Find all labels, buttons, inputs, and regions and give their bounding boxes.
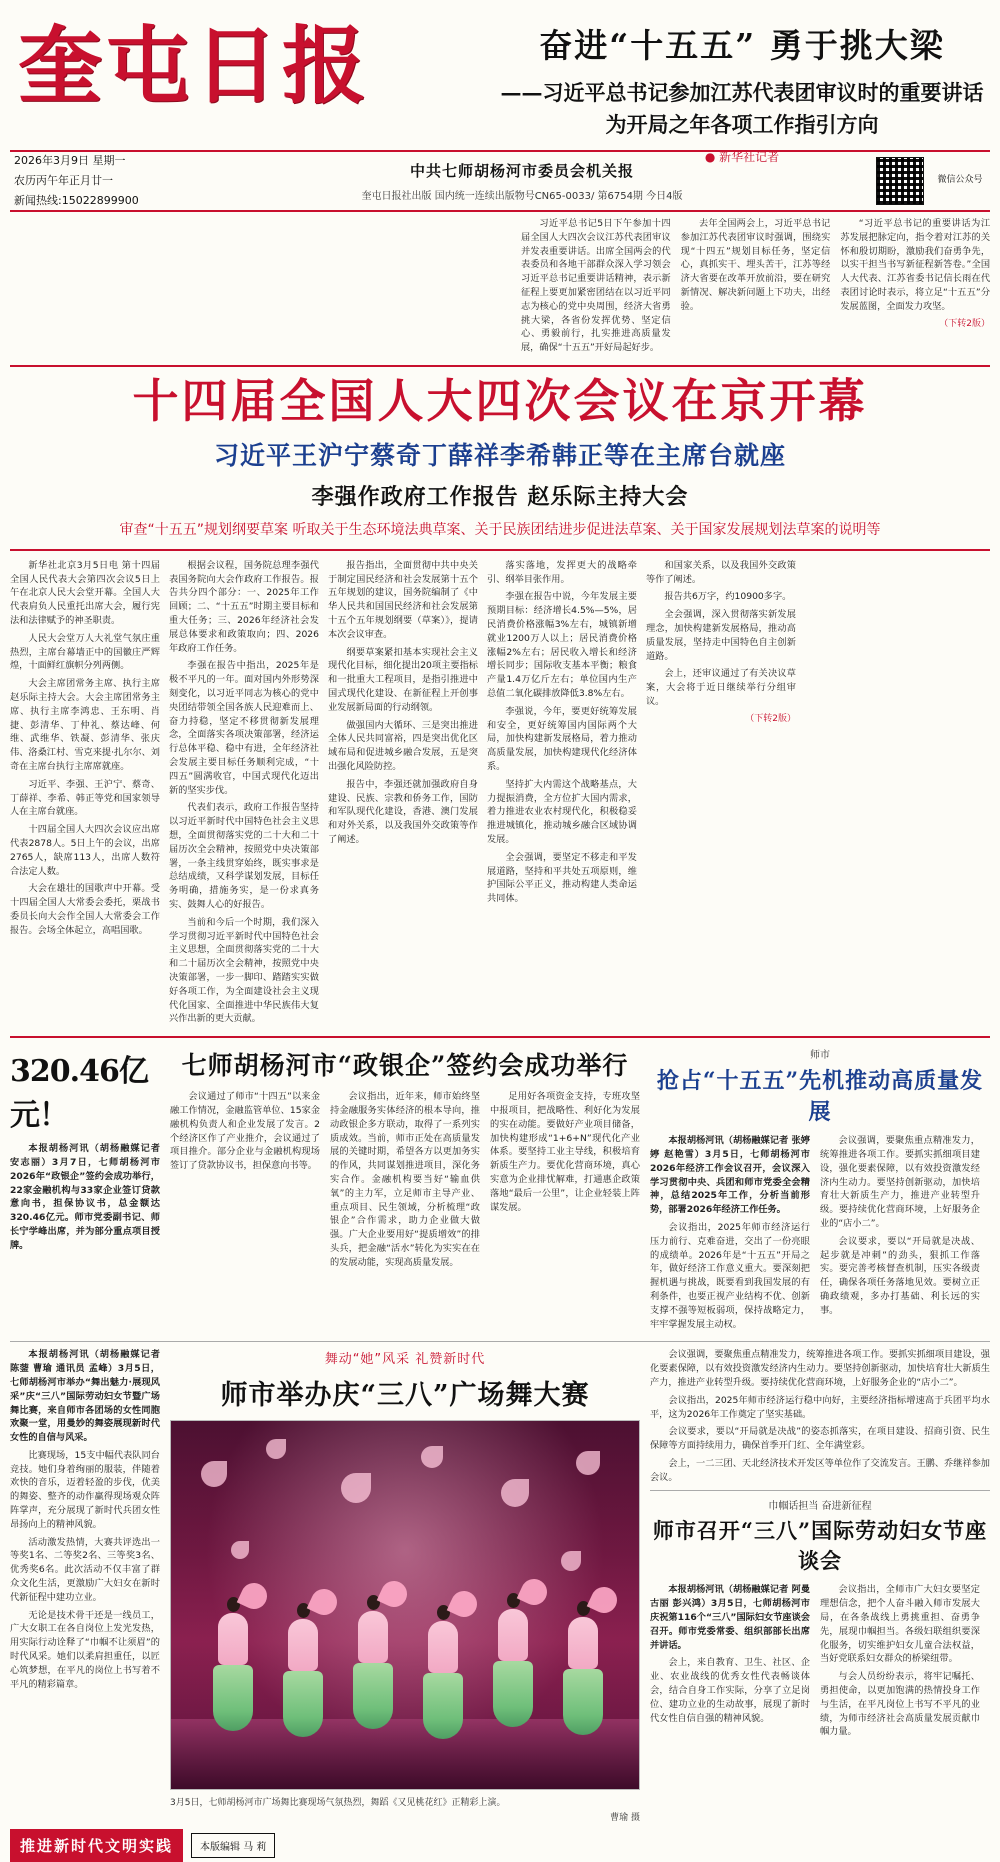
band3-left-dateline: 本报胡杨河讯（胡杨融媒记者 陈蓥 曹瑜 通讯员 孟峰）3月5日，七师胡杨河市举办“舞出魅力·展现风采”庆“三八”国际劳动妇女节暨广场舞比赛，来自师市各团场的女性同胞欢聚一堂，用曼妙的舞姿展现新时代女性的自信与风采。 xyxy=(10,1349,160,1444)
column-3 xyxy=(328,559,478,1030)
date-block xyxy=(10,151,174,210)
band3-right-col1 xyxy=(650,1583,810,1743)
col3-p2: 纲要草案紧扣基本实现社会主义现代化目标，细化提出20项主要指标和一批重大工程项目，是指引推进中国式现代化建设、在新征程上开创事业发展新局面的行动纲领。 xyxy=(328,646,478,713)
paper-name: 奎屯日报 xyxy=(18,16,371,115)
footer-editor: 本版编辑 马 莉 xyxy=(191,1833,275,1858)
main-subheadline-2: 李强作政府工作报告 赵乐际主持大会 xyxy=(311,483,689,510)
col5-p3: 全会强调，深入贯彻落实新发展理念，加快构建新发展格局，推动高质量发展，坚持走中国特色自主创新道路。 xyxy=(646,609,796,662)
publisher-org: 中共七师胡杨河市委员会机关报 xyxy=(409,162,634,180)
divider-1 xyxy=(10,1341,990,1342)
column-1 xyxy=(10,559,160,1030)
col1-p6: 大会在雄壮的国歌声中开幕。受十四届全国人大常委会委托，栗战书委员长向大会作全国人大常委会工作报告。会场全体起立，高唱国歌。 xyxy=(10,883,160,936)
band2-right-p2: 会议强调，要聚焦重点精准发力，统筹推进各项工作。要抓实抓细项目建设，强化要素保障，以有效投资激发经济内生动力。要坚持创新驱动，加快培育壮大新质生产力，推进产业转型升级。要持续优化营商环境，上好服务企业的“店小二”。 xyxy=(820,1135,980,1229)
band3-left-p2: 活动激发热情，大赛共评选出一等奖1名、二等奖2名、三等奖3名、优秀奖6名。此次活动不仅丰富了群众文化生活，更激励广大妇女在新时代新征程中建功立业。 xyxy=(10,1536,160,1603)
band2-center-col2 xyxy=(330,1090,480,1273)
col1-p2: 人民大会堂万人大礼堂气氛庄重热烈，主席台幕墙正中的国徽庄严辉煌，十面鲜红旗帜分列两侧。 xyxy=(10,632,160,672)
lead-headline-main: 奋进“十五五” 勇于挑大梁 xyxy=(539,26,945,65)
dancer xyxy=(281,1603,325,1737)
byline-text: 新华社记者 xyxy=(719,150,780,164)
divider-2 xyxy=(650,1490,990,1491)
article-columns xyxy=(10,559,990,1030)
top-col-3 xyxy=(840,217,990,359)
band2-right-kicker: 师市 xyxy=(810,1050,830,1062)
bullet-icon: ● xyxy=(704,150,716,164)
top-col-1 xyxy=(521,217,671,359)
band2-right-p1: 会议指出，2025年师市经济运行压力前行、克难奋进，交出了一份亮眼的成绩单。2026年是“十五五”开局之年，做好经济工作意义重大。要深刻把握机遇与挑战，既要看到我国发展的有利条件，也要正视产业结构不优、创新支撑不强等短板弱项，保持战略定力，牢牢掌握发展主动权。 xyxy=(650,1221,810,1330)
band2-right-col1 xyxy=(650,1134,810,1335)
col1-p5: 十四届全国人大四次会议应出席代表2878人。5日上午的会议，出席2765人，缺席113人，出席人数符合法定人数。 xyxy=(10,824,160,877)
band3-right-top-p1: 会议强调，要聚焦重点精准发力，统筹推进各项工作。要抓实抓细项目建设，强化要素保障，以有效投资激发经济内生动力。要坚持创新驱动，加快培育壮大新质生产力，推进产业转型升级。要持续优化营商环境，上好服务企业的“店小二”。 xyxy=(650,1349,990,1388)
col1-p4: 习近平、李强、王沪宁、蔡奇、丁薛祥、李希、韩正等党和国家领导人在主席台就座。 xyxy=(10,778,160,818)
photo-credit: 曹瑜 摄 xyxy=(610,1813,640,1824)
third-band xyxy=(10,1348,990,1823)
band2-right-col2 xyxy=(820,1134,980,1335)
main-subheadline-3: 审查“十五五”规划纲要草案 听取关于生态环境法典草案、关于民族团结进步促进法草案、关于国家发展规划法草案的说明等 xyxy=(119,521,881,538)
second-band xyxy=(10,1036,990,1335)
band3-right-title: 师市召开“三八”国际劳动妇女节座谈会 xyxy=(652,1518,988,1574)
photo-feature xyxy=(170,1348,640,1823)
band2-center-col1-p: 会议通过了师市“十四五”以来金融工作情况，金融监管单位、15家金融机构负责人和企业发展了发言。2个经济区作了产业推介，会议通过了项目推介。部分企业与金融机构现场签订了贷款协议书，担保意向书等。 xyxy=(170,1091,320,1172)
band3-right-top xyxy=(650,1348,990,1484)
col4-p2: 李强在报告中说，今年发展主要预期目标：经济增长4.5%—5%，居民消费价格涨幅3%左右，城镇新增就业1200万人以上；居民消费价格涨幅2%左右；居民收入增长和经济增长同步；国际收支基本平衡；粮食产量1.4万亿斤左右；单位国内生产总值二氧化碳排放降低3.8%左右。 xyxy=(487,591,637,700)
col4-p1: 落实落地，发挥更大的战略牵引、纲举目张作用。 xyxy=(487,559,637,585)
band3-left xyxy=(10,1348,160,1823)
dancer xyxy=(211,1597,255,1731)
band2-right-dateline: 本报胡杨河讯（胡杨融媒记者 张婷婷 赵艳雪）3月5日，七师胡杨河市2026年经济工作会议召开，会议深入学习贯彻中央、兵团和师市党委全会精神，总结2025年工作，分析当前形势，部署2026年经济工作任务。 xyxy=(650,1135,810,1216)
main-headline-block xyxy=(10,365,990,551)
qr-label: 微信公众号 xyxy=(937,175,983,186)
lead-headline-sub: ——习近平总书记参加江苏代表团审议时的重要讲话为开局之年各项工作指引方向 xyxy=(500,80,984,137)
band3-right-p1: 会上，来自教育、卫生、社区、企业、农业战线的优秀女性代表畅谈体会，结合自身工作实际，分享了立足岗位、建功立业的生动故事，展现了新时代女性自信自强的精神风貌。 xyxy=(650,1657,810,1724)
band3-left-p3: 无论是技术骨干还是一线员工，广大女职工在各自岗位上发光发热，用实际行动诠释了“巾帼不让须眉”的时代风采。她们以柔肩担重任，以匠心筑梦想，在平凡的岗位上书写着不平凡的精彩篇章。 xyxy=(10,1609,160,1690)
col4-p5: 全会强调，要坚定不移走和平发展道路，坚持和平共处五项原则，维护国际公平正义，推动构建人类命运共同体。 xyxy=(487,851,637,905)
band2-right-title: 抢占“十五五”先机推动高质量发展 xyxy=(656,1068,984,1126)
col5-p4: 会上，还审议通过了有关决议草案，大会将于近日继续举行分组审议。 xyxy=(646,668,796,708)
band3-left-p1: 比赛现场，15支中幅代表队同台竞技。她们身着绚丽的服装，伴随着欢快的音乐，迈着轻盈的步伐，优美的舞姿、整齐的动作赢得现场观众阵阵掌声，充分展现了新时代兵团女性昂扬向上的精神风貌。 xyxy=(10,1449,160,1530)
footer-badge: 推进新时代文明实践 xyxy=(10,1829,183,1862)
col1-p3: 大会主席团常务主席、执行主席赵乐际主持大会。大会主席团常务主席、执行主席李鸿忠、王东明、肖捷、彭清华、丁仲礼、蔡达峰、何维、武维华、铁凝、彭清华、张庆伟、洛桑江村、雪克来提·扎尔尔、刘奇在主席台执行主席席就座。 xyxy=(10,678,160,773)
big-number: 320.46亿元！ xyxy=(10,1054,148,1134)
continuation-note-1: （下转2版） xyxy=(939,318,991,329)
band3-right-kicker: 巾帼话担当 奋进新征程 xyxy=(768,1501,872,1513)
col2-p3: 代表们表示，政府工作报告坚持以习近平新时代中国特色社会主义思想，全面贯彻落实党的二十大和二十届历次全会精神，按照党中央决策部署，一条主线贯穿始终，既实事求是总结成绩，又科学谋划发展，目标任务明确，措施务实，是一份求真务实、鼓舞人心的好报告。 xyxy=(169,802,319,910)
col2-p1: 根据会议程，国务院总理李强代表国务院向大会作政府工作报告。报告共分四个部分：一、2025年工作回顾；二、“十五五”时期主要目标和重大任务；三、2026年经济社会发展总体要求和政策取向；四、2026年政府工作任务。 xyxy=(169,559,319,654)
col2-p2: 李强在报告中指出，2025年是极不平凡的一年。面对国内外形势深刻变化，以习近平同志为核心的党中央团结带领全国各族人民迎难而上、奋力持稳，坚定不移贯彻新发展理念，全面落实各项决策部署，经济运行总体平稳、稳中有进，全年经济社会发展主要目标任务顺利完成，“十四五”圆满收官，中国式现代化迈出新的坚实步伐。 xyxy=(169,660,319,796)
band3-right-col2 xyxy=(820,1583,980,1743)
dancer xyxy=(351,1595,395,1729)
dancer xyxy=(421,1605,465,1739)
publisher-details: 奎屯日报社出版 国内统一连续出版物号CN65-0033/ 第6754期 今日4版 xyxy=(361,191,683,202)
column-5 xyxy=(646,559,796,1030)
column-2 xyxy=(169,559,319,1030)
top-col-2-p: 去年全国两会上，习近平总书记参加江苏代表团审议时强调，围绕实现“十四五”规划目标任务，坚定信心，真抓实干、埋头苦干，江苏等经济大省要在改革开放前沿，要在研究新情况、解决新问题上下功夫，出经验。 xyxy=(680,218,831,312)
qr-code-icon[interactable] xyxy=(876,157,924,205)
band2-center-title: 七师胡杨河市“政银企”签约会成功举行 xyxy=(181,1051,629,1081)
feature-kicker: 舞动“她”风采 礼赞新时代 xyxy=(324,1352,486,1368)
continuation-note-2: （下转2版） xyxy=(745,713,796,724)
col5-p2: 报告共6万字，约10900多字。 xyxy=(664,591,792,603)
main-headline: 十四届全国人大四次会议在京开幕 xyxy=(132,373,868,428)
band2-center-col3-p: 足用好各项资金支持，专班攻坚中报项目，把战略性、利好化为发展的实在动能。要做好产业项目储备，加快构建形成“1+6+N”现代化产业体系。要坚持工业主导线，积极培育新质生产力。要优化营商环境，真心实意为企业排忧解难，打通惠企政策落地“最后一公里”，让企业轻装上阵谋发展。 xyxy=(490,1091,640,1213)
col3-p1: 报告指出，全面贯彻中共中央关于制定国民经济和社会发展第十五个五年规划的建议，国务院编制了《中华人民共和国国民经济和社会发展第十五个五年规划纲要（草案）》，提请本次会议审查。 xyxy=(328,559,478,640)
footer xyxy=(10,1829,990,1862)
band2-right-p3: 会议要求，要以“开局就是决战、起步就是冲刺”的劲头，狠抓工作落实。要完善考核督查机制，压实各级责任，确保各项任务落地见效。要树立正确政绩观，多办打基础、利长远的实事。 xyxy=(820,1235,980,1316)
col3-p3: 做强国内大循环、三是突出推进全体人民共同富裕，四是突出优化区域布局和促进城乡融合发展，五是突出强化风险防控。 xyxy=(328,719,478,773)
publisher-block xyxy=(174,160,870,202)
news-hotline: 新闻热线:15022899900 xyxy=(14,193,139,207)
band2-right xyxy=(650,1046,990,1335)
dancer xyxy=(491,1593,535,1727)
band3-right-p2: 会议指出，全师市广大妇女要坚定理想信念，把个人奋斗融入师市发展大局，在各条战线上勇挑重担、奋勇争先，展现巾帼担当。各级妇联组织要深化服务，切实维护妇女儿童合法权益，当好党联系妇女群众的桥梁纽带。 xyxy=(820,1584,980,1665)
band2-center-col3 xyxy=(490,1090,640,1273)
masthead-lead-headline xyxy=(480,6,990,165)
column-4 xyxy=(487,559,637,1030)
band2-left xyxy=(10,1046,160,1335)
band3-right-top-p3: 会议要求，要以“开局就是决战”的姿态抓落实，在项目建设、招商引资、民生保障等方面持续用力，确保首季开门红、全年满堂彩。 xyxy=(650,1426,990,1452)
band3-right-dateline: 本报胡杨河讯（胡杨融媒记者 阿曼古丽 彭兴鸿）3月5日，七师胡杨河市庆祝第116个“三八”国际妇女节座谈会召开。师市党委常委、组织部部长出席并讲话。 xyxy=(650,1584,810,1651)
top-col-2 xyxy=(681,217,831,359)
date-line-2: 农历丙午年正月廿一 xyxy=(14,174,113,188)
info-bar xyxy=(10,150,990,212)
feature-photo xyxy=(170,1420,640,1790)
top-col-3-p: “习近平总书记的重要讲话为江苏发展把脉定向，指令着对江苏的关怀和殷切期盼，激励我们奋勇争先，以实干担当书写新征程新答卷。”全国人大代表、江苏省委书记信长雨在代表团讨论时表示，将立足“十五五”分发展蓝图，全面发力攻坚。 xyxy=(840,218,991,312)
band3-right-top-p2: 会议指出，2025年师市经济运行稳中向好，主要经济指标增速高于兵团平均水平，这为2026年工作奠定了坚实基础。 xyxy=(650,1394,990,1420)
band2-center-col1 xyxy=(170,1090,320,1273)
col2-p4: 当前和今后一个时期，我们深入学习贯彻习近平新时代中国特色社会主义思想，全面贯彻落实党的二十大和二十届历次全会精神，按照党中央决策部署，一步一脚印、踏踏实实做好各项工作，为全面建设社会主义现代化国家、全面推进中华民族伟大复兴作出新的更大贡献。 xyxy=(169,916,319,1025)
main-subheadline-1: 习近平王沪宁蔡奇丁薛祥李希韩正等在主席台就座 xyxy=(213,440,786,470)
dancer xyxy=(561,1601,605,1735)
col3-p4: 报告中，李强还就加强政府自身建设、民族、宗教和侨务工作，国防和军队现代化建设，香港、澳门发展和对外关系，以及我国外交政策等作了阐述。 xyxy=(328,778,478,845)
col5-p1: 和国家关系，以及我国外交政策等作了阐述。 xyxy=(646,559,796,585)
photo-caption: 3月5日，七师胡杨河市广场舞比赛现场气氛热烈，舞蹈《又见桃花红》正精彩上演。 xyxy=(170,1798,506,1809)
col1-p1: 新华社北京3月5日电 第十四届全国人民代表大会第四次会议5日上午在北京人民大会堂开幕。全国人大代表肩负人民重托出席大会，履行宪法和法律赋予的神圣职责。 xyxy=(10,559,160,627)
nameplate xyxy=(10,6,480,115)
col4-p4: 坚持扩大内需这个战略基点，大力提振消费，全方位扩大国内需求，着力推进农业农村现代化，积极稳妥推进城镇化，推动城乡融合区域协调发展。 xyxy=(487,778,637,845)
band3-right-top-p4: 会上，一二三团、天北经济技术开发区等单位作了交流发言。王鹏、乔继祥参加会议。 xyxy=(650,1457,990,1483)
band3-right-p3: 与会人员纷纷表示，将牢记嘱托、勇担使命，以更加饱满的热情投身工作与生活，在平凡岗位上书写不平凡的业绩，为师市经济社会高质量发展贡献巾帼力量。 xyxy=(820,1671,980,1738)
band2-left-dateline: 本报胡杨河讯（胡杨融媒记者 安志丽）3月7日，七师胡杨河市2026年“政银企”签约会成功举行，22家金融机构与33家企业签订贷款意向书，担保协议书，总金额达320.46亿元。师市党委副书记、师长宁学峰出席，并为部分重点项目授牌。 xyxy=(10,1143,160,1251)
band2-center xyxy=(170,1046,640,1335)
band2-center-col2-p: 会议指出，近年来，师市始终坚持金融服务实体经济的根本导向，推动政银企多方联动，取得了一系列实质成效。当前，师市正处在高质量发展的关键时期，希望各方以更加务实的作风，共同谋划推进项目，深化务实合作。金融机构要当好“输血供氧”的主力军，立足师市主导产业、重点项目、民生领域，分析梳理“政银企”合作需求，助力企业做大做强。广大企业要用好“提质增效”的排头兵，把金融“活水”转化为实实在在的发展动能，实现高质量发展。 xyxy=(330,1091,480,1268)
band3-right xyxy=(650,1348,990,1823)
col4-p3: 李强说，今年，要更好统筹发展和安全，更好统筹国内国际两个大局，加快构建新发展格局，着力推动高质量发展，加快构建现代化经济体系。 xyxy=(487,705,637,773)
date-line-1: 2026年3月9日 星期一 xyxy=(14,154,126,168)
feature-title: 师市举办庆“三八”广场舞大赛 xyxy=(220,1380,590,1412)
top-col-1-p: 习近平总书记5日下午参加十四届全国人大四次会议江苏代表团审议并发表重要讲话。出席全国两会的代表委员和各地干部群众深入学习领会习近平总书记重要讲话精神，表示新征程上要更加紧密团结在以习近平同志为核心的党中央周围，经济大省勇挑大梁，各省份发挥优势、坚定信心、勇毅前行，扎实推进高质量发展，确保“十五五”开好局起好步。 xyxy=(520,218,671,354)
